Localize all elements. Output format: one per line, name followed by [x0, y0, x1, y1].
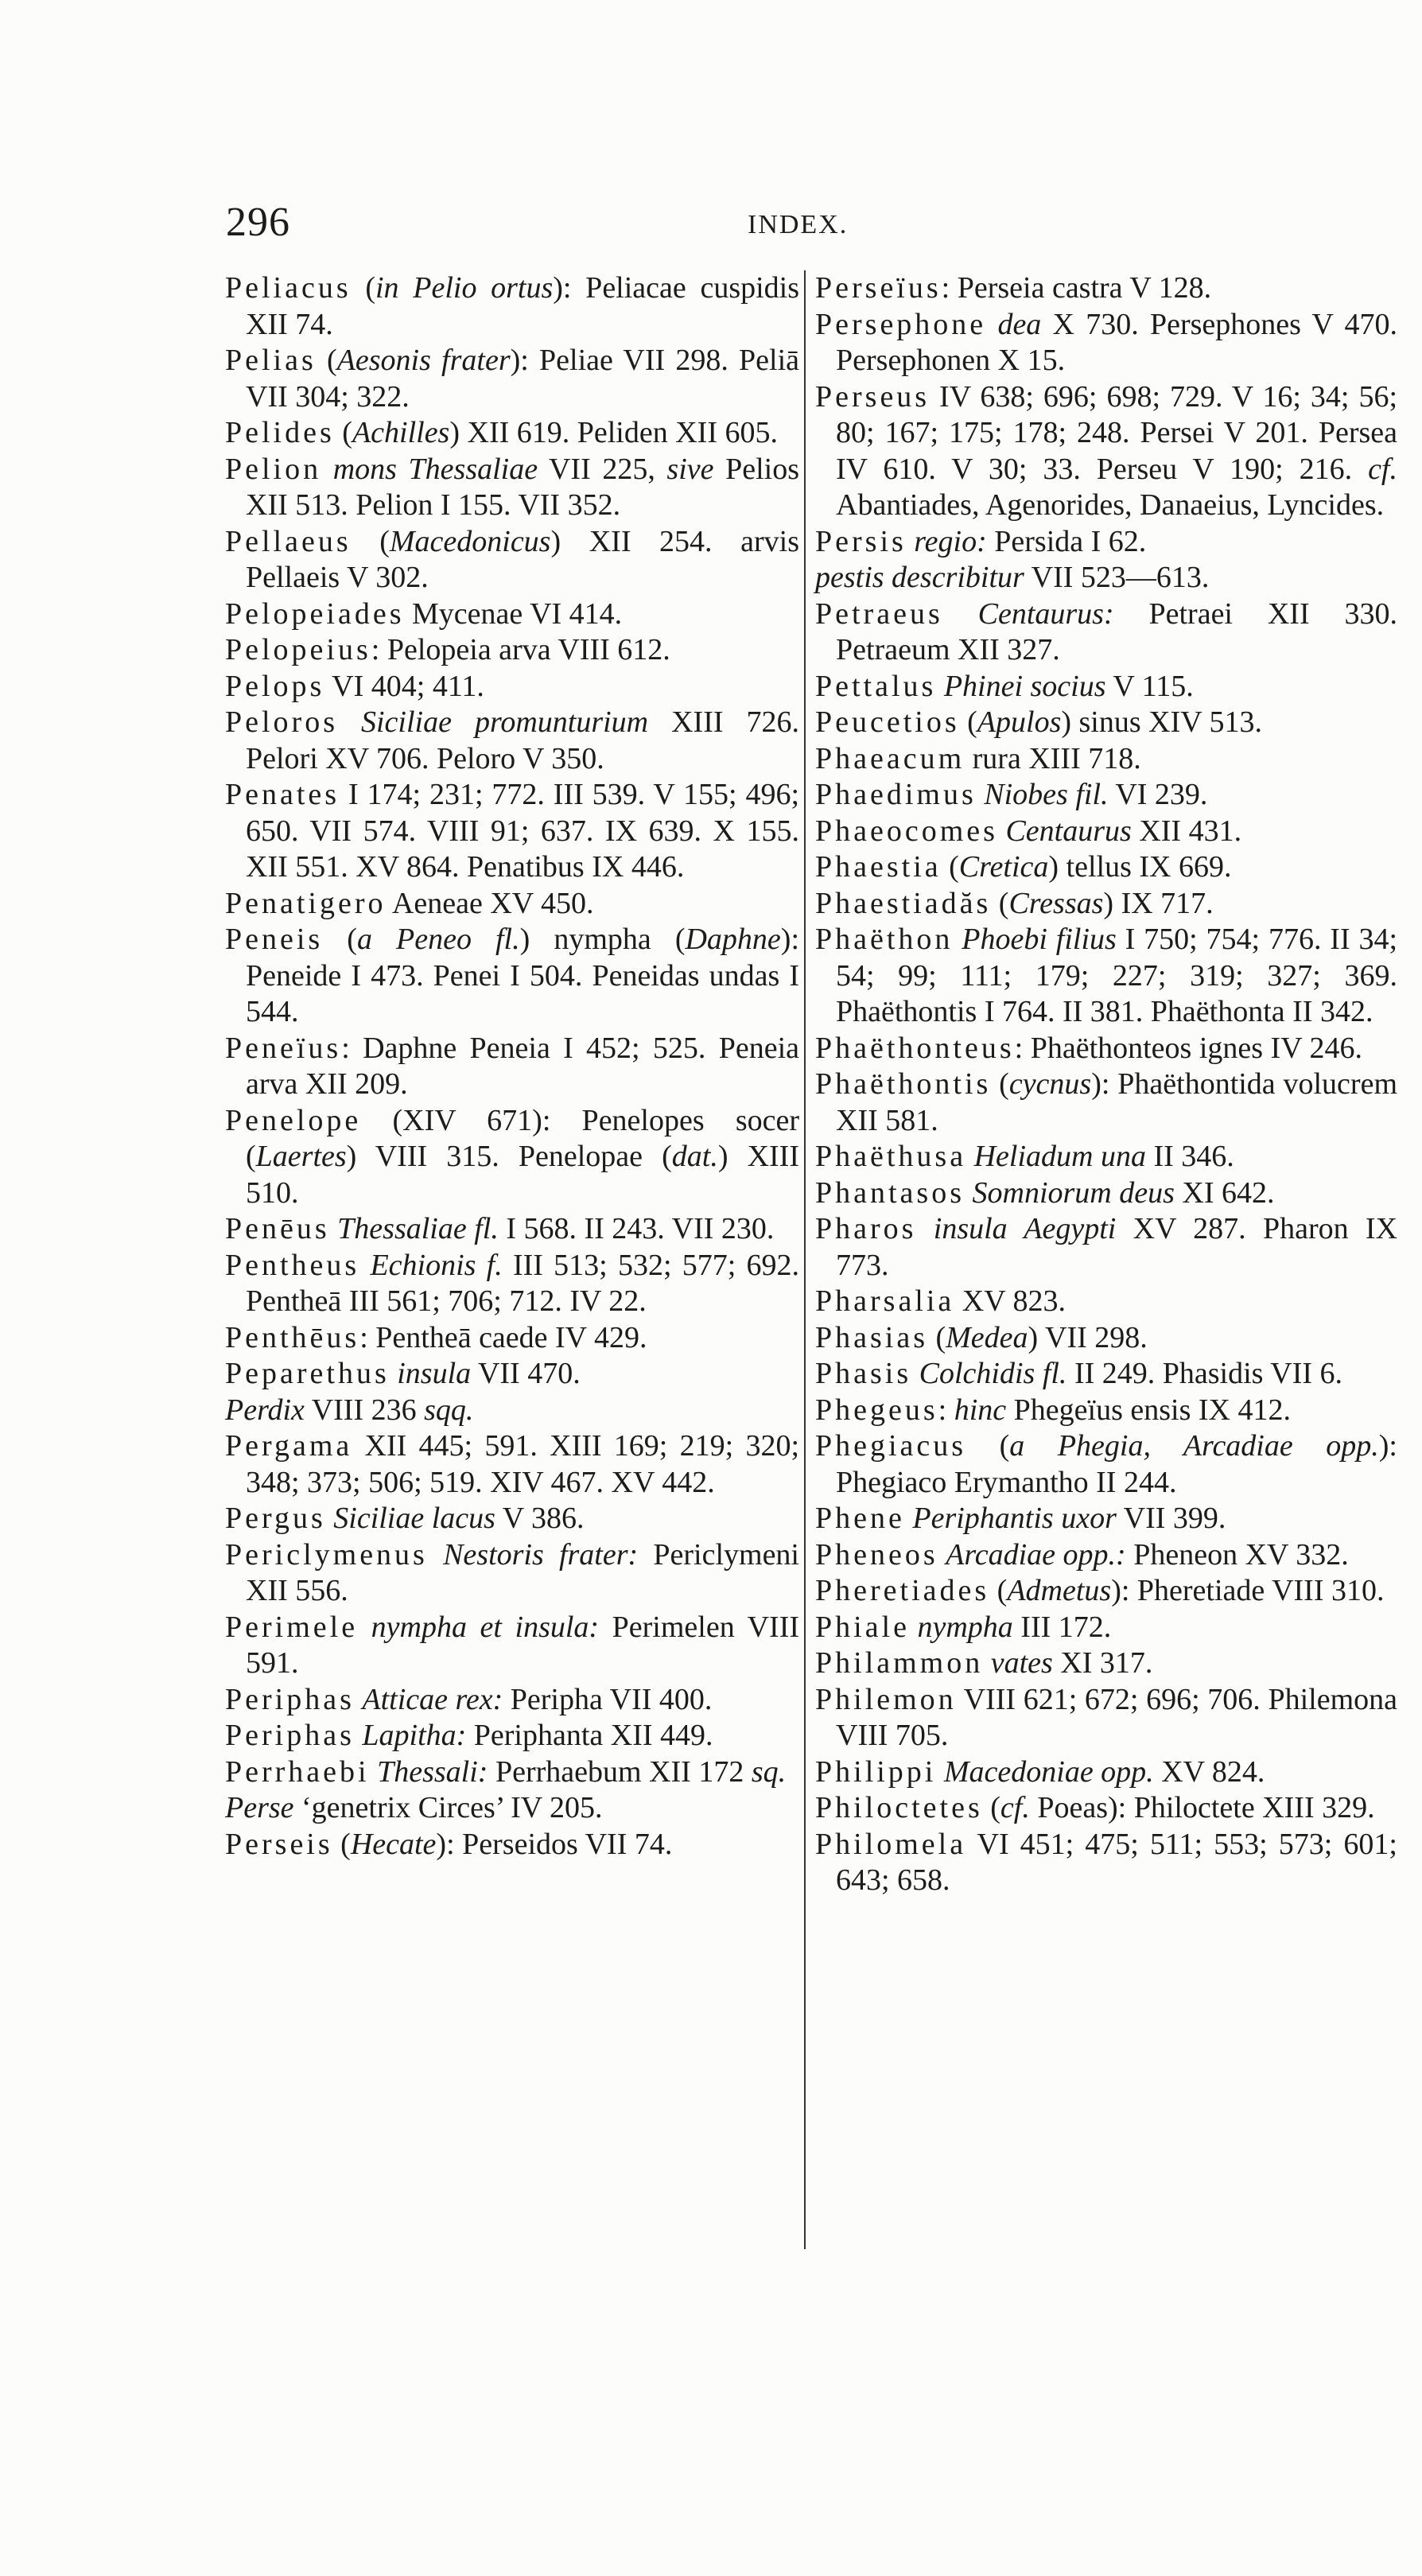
entry-italic-text: Macedonicus [389, 524, 551, 558]
entry-text: ( [959, 705, 977, 739]
entry-italic-text: Siciliae lacus [333, 1502, 495, 1535]
entry-italic-text: Colchidis fl. [919, 1357, 1067, 1390]
entry-text: ( [316, 344, 337, 377]
entry-headword: Phiale [815, 1610, 910, 1644]
entry-headword: Phasis [815, 1357, 912, 1390]
index-entry [225, 1320, 799, 1357]
entry-text: XI 642. [1174, 1175, 1275, 1210]
entry-italic-text: a Peneo fl. [356, 923, 520, 956]
index-entry [815, 596, 1397, 669]
entry-italic-text: Centaurus: [977, 596, 1114, 631]
entry-headword: Phasias [815, 1320, 928, 1354]
entry-italic-text: in Pelio ortus [375, 271, 554, 305]
entry-headword: Phegeus [815, 1393, 938, 1427]
index-entry [815, 1031, 1397, 1067]
entry-text [966, 1140, 974, 1173]
index-entry [225, 1610, 799, 1682]
entry-text: Abantiades, Agenorides, Danaeius, Lyncides. [836, 488, 1385, 522]
entry-text [321, 453, 333, 486]
entry-text [358, 1610, 371, 1644]
index-entry [225, 922, 799, 1031]
entry-italic-text: Centaurus [1005, 814, 1132, 848]
index-entry [225, 777, 799, 886]
entry-text: I 750; 754; 776. II 34; 54; 99; 111; 179; 227; 319; 327; 369. Phaëthontis I 764. II 381. Phaëthonta II 342. [836, 923, 1398, 1028]
entry-italic-text: nympha [917, 1610, 1013, 1644]
index-entry [225, 1537, 799, 1610]
entry-text: ): Peneide I 473. Penei I 504. Peneidas undas I 544. [246, 923, 800, 1028]
entry-headword: Peneis [225, 923, 324, 956]
entry-text: ): Peliae VII 298. Peliā VII 304; 322. [246, 344, 799, 414]
entry-headword: Perrhaebi [225, 1754, 370, 1789]
entry-italic-text: dat. [671, 1140, 718, 1173]
index-entry [815, 1393, 1397, 1429]
entry-text: Persida I 62. [986, 524, 1147, 558]
entry-text: : Pentheā caede IV 429. [359, 1320, 647, 1354]
index-entry [225, 452, 799, 524]
entry-text: : Daphne Peneia I 452; 525. Peneia arva XII 209. [246, 1031, 799, 1101]
index-entry [815, 777, 1397, 814]
index-entry [815, 307, 1397, 379]
entry-italic-text: Echionis f. [370, 1248, 503, 1282]
entry-italic-text: Atticae rex: [362, 1682, 503, 1716]
entry-text: ( [991, 886, 1009, 920]
entry-text: VII 470. [471, 1357, 581, 1390]
entry-text: I 174; 231; 772. III 539. V 155; 496; 650. VII 574. VIII 91; 637. IX 639. X 155. XII 551. XV 864. Penatibus IX 446. [246, 778, 799, 884]
entry-text: II 346. [1145, 1140, 1234, 1173]
entry-italic-text: Siciliae promunturium [361, 705, 649, 739]
index-entry [815, 1790, 1397, 1827]
index-entry [815, 922, 1397, 1031]
entry-headword: Phantasos [815, 1175, 965, 1210]
entry-text [330, 1212, 338, 1245]
entry-text: IV 638; 696; 698; 729. V 16; 34; 56; 80; 167; 175; 178; 248. Persei V 201. Persea IV 610. V 30; 33. Perseu V 190; 216. [836, 379, 1397, 486]
entry-italic-text: sq. [751, 1754, 787, 1789]
entry-italic-text: insula Aegypti [933, 1212, 1117, 1245]
entry-headword: Perseis [225, 1827, 333, 1861]
entry-headword: Perseïus [815, 271, 942, 305]
index-entry [225, 343, 799, 415]
entry-text [936, 670, 944, 703]
entry-headword: Peucetios [815, 705, 960, 739]
index-entry [225, 1501, 799, 1537]
entry-text: III 172. [1012, 1610, 1112, 1644]
entry-headword: Pelion [225, 452, 322, 486]
entry-text: VII 523—613. [1024, 561, 1210, 594]
entry-text: ): Peliacae cuspidis XII 74. [246, 271, 800, 341]
entry-text: ): Phaëthontida volucrem XII 581. [836, 1067, 1398, 1137]
entry-headword: Perimele [225, 1610, 359, 1644]
entry-text: Peripha VII 400. [503, 1682, 713, 1716]
entry-text: Mycenae VI 414. [404, 596, 623, 631]
entry-text: ‘genetrix Circes’ IV 205. [293, 1791, 603, 1824]
entry-italic-text: Heliadum una [973, 1140, 1146, 1173]
entry-text: VIII 621; 672; 696; 706. Philemona VIII 705. [836, 1682, 1397, 1752]
entry-italic-text: cycnus [1008, 1067, 1092, 1101]
entry-text [943, 597, 978, 631]
entry-headword: Periphas [225, 1719, 355, 1752]
entry-headword: Peliacus [225, 271, 352, 305]
entry-headword: Pergus [225, 1502, 326, 1535]
entry-italic-text: cf. [1000, 1791, 1030, 1824]
entry-italic-text: regio: [914, 524, 987, 558]
entry-text [355, 1719, 363, 1752]
index-entry [815, 1645, 1397, 1682]
running-head: INDEX. [748, 210, 849, 239]
entry-text: VI 451; 475; 511; 553; 573; 601; 643; 658. [836, 1827, 1397, 1897]
entry-headword: Pellaeus [225, 524, 352, 558]
entry-headword: Phaeacum [815, 741, 965, 775]
entry-text: Pelios XII 513. Pelion I 155. VII 352. [246, 452, 799, 522]
entry-italic-text: sive [666, 452, 714, 486]
entry-text: ) XII 619. Peliden XII 605. [449, 416, 778, 449]
index-entry [815, 1428, 1397, 1501]
index-entry [225, 1827, 799, 1863]
entry-text [911, 1357, 919, 1390]
entry-headword: Petraeus [815, 596, 943, 631]
index-column-left [225, 270, 799, 1863]
entry-text [355, 1683, 363, 1716]
entry-text [907, 525, 915, 558]
entry-headword: Phaeocomes [815, 814, 998, 848]
entry-text: ) VII 298. [1028, 1320, 1148, 1354]
entry-headword: Phegiacus [815, 1429, 967, 1463]
entry-headword: Periclymenus [225, 1537, 428, 1572]
entry-headword: Phene [815, 1502, 905, 1535]
page-number: 296 [226, 200, 290, 245]
entry-headword: Pheneos [815, 1537, 938, 1572]
entry-headword: Phaestiadăs [815, 886, 992, 920]
entry-text: XI 317. [1052, 1646, 1153, 1680]
entry-italic-text: Niobes fil. [984, 778, 1109, 811]
entry-headword: Pelops [225, 669, 325, 703]
index-entry [225, 1393, 799, 1429]
entry-italic-text: Apulos [977, 705, 1062, 739]
entry-text [326, 1502, 334, 1535]
entry-text: VII 399. [1116, 1502, 1226, 1535]
entry-text: : [938, 1393, 954, 1427]
entry-text: Petraei XII 330. Petraeum XII 327. [836, 596, 1397, 666]
entry-text [390, 1357, 398, 1390]
entry-text: ) tellus IX 669. [1048, 850, 1232, 884]
entry-headword: Philippi [815, 1754, 937, 1789]
entry-text: ) sinus XIV 513. [1061, 705, 1262, 739]
entry-text: XV 287. Pharon IX 773. [836, 1212, 1398, 1282]
entry-italic-text: vates [990, 1646, 1053, 1680]
entry-text: Periphanta XII 449. [466, 1719, 713, 1752]
entry-italic-text: Cressas [1008, 886, 1104, 920]
entry-headword: Pelides [225, 416, 335, 449]
entry-text: ( [941, 850, 959, 884]
entry-italic-text: pestis describitur [815, 561, 1024, 594]
entry-headword: Phaëthonteus [815, 1031, 1015, 1065]
entry-text: XV 823. [954, 1284, 1066, 1318]
index-entry [815, 270, 1397, 307]
entry-text [338, 705, 361, 739]
entry-headword: Phaëthusa [815, 1140, 967, 1173]
index-entry [815, 524, 1397, 561]
index-entry [225, 1428, 799, 1501]
entry-text: ( [991, 1067, 1009, 1101]
entry-text: Periclymeni XII 556. [246, 1537, 799, 1607]
entry-headword: Pelopeius [225, 633, 371, 666]
entry-headword: Persis [815, 524, 907, 558]
entry-text [983, 1646, 991, 1680]
entry-text: XV 824. [1153, 1754, 1265, 1789]
entry-headword: Pharos [815, 1212, 917, 1245]
index-entry [815, 1682, 1397, 1754]
entry-italic-text: Achilles [352, 416, 450, 449]
entry-text [905, 1502, 913, 1535]
entry-text: (XIV 671): Penelopes socer ( [246, 1103, 799, 1173]
index-entry [225, 1248, 799, 1320]
entry-headword: Pelopeiades [225, 596, 405, 631]
entry-headword: Pettalus [815, 669, 937, 703]
entry-text [965, 1176, 973, 1210]
index-entry [815, 849, 1397, 886]
index-entry [815, 705, 1397, 741]
entry-text: ( [966, 1429, 1010, 1463]
entry-headword: Perseus [815, 379, 931, 414]
entry-text [359, 1249, 370, 1282]
index-entry [815, 1356, 1397, 1393]
index-entry [815, 1537, 1397, 1574]
entry-text: ): Pheretiade VIII 310. [1111, 1574, 1385, 1607]
column-rule [804, 270, 806, 2249]
entry-text: Aeneae XV 450. [386, 886, 594, 920]
index-entry [225, 415, 799, 452]
entry-headword: Pergama [225, 1429, 353, 1463]
entry-headword: Penēus [225, 1212, 330, 1245]
entry-text [986, 308, 997, 341]
entry-italic-text: Thessali: [377, 1754, 488, 1789]
entry-headword: Pharsalia [815, 1284, 955, 1318]
index-entry [815, 1175, 1397, 1212]
entry-italic-text: Lapitha: [362, 1719, 467, 1752]
index-entry [225, 669, 799, 705]
entry-italic-text: hinc [954, 1393, 1007, 1427]
entry-italic-text: Nestoris frater: [443, 1537, 639, 1572]
index-entry [225, 596, 799, 633]
entry-headword: Peloros [225, 705, 338, 739]
entry-text: ) nympha ( [519, 923, 686, 956]
entry-headword: Pheretiades [815, 1574, 990, 1607]
entry-headword: Persephone [815, 307, 987, 341]
entry-text: III 513; 532; 577; 692. Pentheā III 561; 706; 712. IV 22. [246, 1248, 800, 1318]
entry-text: ( [334, 416, 352, 449]
entry-italic-text: Daphne [685, 923, 781, 956]
entry-text [428, 1538, 443, 1572]
index-entry [225, 1356, 799, 1393]
entry-italic-text: Somniorum deus [972, 1175, 1175, 1210]
index-entry [225, 886, 799, 923]
entry-italic-text: Macedoniae opp. [943, 1754, 1154, 1789]
index-entry [225, 1031, 799, 1103]
entry-text: XII 431. [1131, 814, 1242, 848]
entry-text: ) IX 717. [1103, 886, 1214, 920]
entry-text: V 386. [495, 1502, 585, 1535]
index-entry [815, 379, 1397, 524]
entry-headword: Philemon [815, 1682, 957, 1716]
entry-italic-text: Medea [946, 1320, 1028, 1354]
index-entry [815, 1610, 1397, 1646]
index-entry [225, 270, 799, 343]
entry-headword: Penatigero [225, 886, 387, 920]
index-entry [815, 560, 1397, 596]
index-entry [225, 524, 799, 596]
entry-italic-text: nympha et insula: [371, 1610, 600, 1644]
index-entry [815, 1284, 1397, 1320]
entry-text: ) XIII 510. [246, 1140, 799, 1210]
entry-text [938, 1538, 946, 1572]
index-entry [225, 632, 799, 669]
entry-italic-text: Phinei socius [943, 669, 1106, 703]
index-entry [815, 1139, 1397, 1175]
entry-italic-text: Laertes [255, 1140, 347, 1173]
entry-headword: Peparethus [225, 1357, 390, 1390]
entry-text: : Phaëthonteos ignes IV 246. [1014, 1031, 1362, 1065]
entry-text: ( [989, 1574, 1008, 1607]
entry-headword: Periphas [225, 1682, 355, 1716]
entry-text: ( [351, 524, 390, 558]
entry-headword: Phaestia [815, 850, 942, 884]
entry-text: : Pelopeia arva VIII 612. [371, 633, 670, 666]
index-entry [815, 1501, 1397, 1537]
entry-text: VI 404; 411. [324, 669, 484, 703]
index-entry [225, 1790, 799, 1827]
entry-headword: Penthēus [225, 1320, 360, 1354]
entry-text: ( [982, 1791, 1000, 1824]
entry-text: ): Perseidos VII 74. [436, 1827, 673, 1861]
entry-italic-text: insula [397, 1357, 472, 1390]
entry-headword: Phaedimus [815, 778, 977, 811]
index-entry [815, 1573, 1397, 1610]
entry-text: ) VIII 315. Penelopae ( [346, 1140, 672, 1173]
index-entry [815, 1827, 1397, 1899]
entry-italic-text: dea [997, 307, 1042, 341]
entry-text: Pheneon XV 332. [1125, 1537, 1349, 1572]
entry-text: ) XII 254. arvis Pellaeis V 302. [246, 524, 799, 594]
index-entry [815, 1067, 1397, 1139]
entry-italic-text: Aesonis frater [336, 344, 511, 377]
index-entry [225, 1682, 799, 1719]
entry-text: II 249. Phasidis VII 6. [1066, 1357, 1343, 1390]
entry-text: Perrhaebum XII 172 [488, 1754, 752, 1789]
entry-italic-text: a Phegia, Arcadiae opp. [1009, 1429, 1379, 1463]
index-entry [815, 886, 1397, 923]
index-entry [225, 1718, 799, 1754]
entry-headword: Philomela [815, 1827, 967, 1861]
entry-text: XII 445; 591. XIII 169; 219; 320; 348; 373; 506; 519. XIV 467. XV 442. [246, 1429, 799, 1499]
entry-text: : Perseia castra V 128. [941, 271, 1212, 305]
index-entry [225, 1754, 799, 1791]
index-entry [225, 1103, 799, 1212]
entry-text: X 730. Persephones V 470. Persephonen X 15. [836, 307, 1397, 377]
entry-headword: Penates [225, 778, 340, 811]
index-entry [815, 814, 1397, 850]
entry-text: VI 239. [1108, 778, 1208, 811]
entry-text: ( [332, 1827, 351, 1861]
index-column-right [815, 270, 1397, 1899]
entry-text: Poeas): Philoctete XIII 329. [1029, 1791, 1375, 1824]
entry-italic-text: Perse [225, 1791, 294, 1824]
entry-headword: Phaëthon [815, 923, 954, 956]
entry-headword: Peneïus [225, 1031, 342, 1065]
index-entry [815, 1211, 1397, 1284]
index-entry [815, 741, 1397, 778]
index-entry [225, 1211, 799, 1248]
index-entry [815, 1320, 1397, 1357]
entry-text: V 115. [1105, 669, 1194, 703]
entry-italic-text: Thessaliae fl. [337, 1212, 499, 1245]
entry-text: ): Phegiaco Erymantho II 244. [836, 1429, 1397, 1499]
entry-text: Phegeïus ensis IX 412. [1006, 1393, 1291, 1427]
index-entry [815, 1754, 1397, 1791]
entry-text: I 568. II 243. VII 230. [498, 1212, 775, 1245]
entry-italic-text: Hecate [350, 1827, 437, 1861]
entry-headword: Pelias [225, 344, 317, 377]
entry-italic-text: Admetus [1007, 1574, 1112, 1607]
entry-italic-text: Perdix [225, 1393, 305, 1427]
entry-text: rura XIII 718. [965, 741, 1141, 775]
index-entry [815, 669, 1397, 705]
entry-italic-text: cf. [1368, 452, 1397, 486]
entry-italic-text: Arcadiae opp.: [946, 1537, 1126, 1572]
entry-text: ( [351, 271, 375, 305]
entry-headword: Philoctetes [815, 1791, 983, 1824]
entry-headword: Penelope [225, 1103, 362, 1137]
entry-italic-text: sqq. [424, 1393, 474, 1427]
entry-text [370, 1755, 378, 1789]
entry-italic-text: Phoebi filius [962, 923, 1117, 956]
index-entry [225, 705, 799, 777]
entry-text: Perimelen VIII 591. [246, 1610, 800, 1680]
entry-headword: Phaëthontis [815, 1067, 992, 1101]
entry-headword: Philammon [815, 1646, 984, 1680]
entry-italic-text: Periphantis uxor [912, 1502, 1117, 1535]
entry-text: XIII 726. Pelori XV 706. Peloro V 350. [246, 705, 800, 775]
entry-headword: Pentheus [225, 1248, 360, 1282]
entry-text: VIII 236 [304, 1393, 425, 1427]
entry-text: VII 225, [538, 452, 667, 486]
entry-text [953, 923, 962, 956]
entry-text: ( [323, 923, 357, 956]
entry-text [936, 1755, 944, 1789]
entry-italic-text: mons Thessaliae [332, 452, 538, 486]
entry-text [977, 778, 985, 811]
entry-text: ( [928, 1320, 946, 1354]
entry-italic-text: Cretica [958, 850, 1049, 884]
entry-text [916, 1212, 933, 1245]
